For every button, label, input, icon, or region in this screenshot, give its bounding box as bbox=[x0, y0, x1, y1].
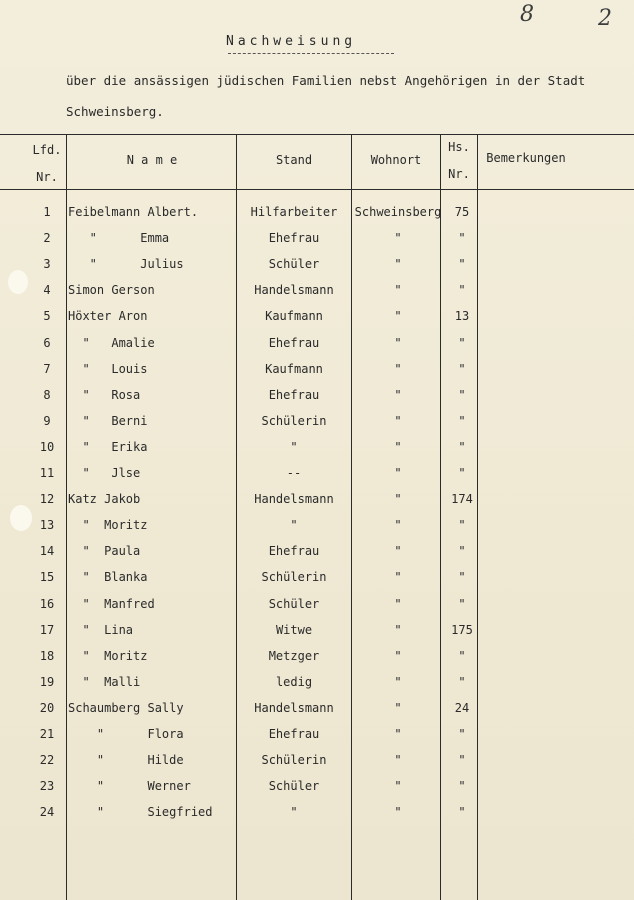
row-name: Feibelmann Albert. bbox=[68, 205, 199, 219]
row-name: Katz Jakob bbox=[68, 492, 141, 506]
row-name: " Hilde bbox=[68, 753, 184, 767]
row-number: 12 bbox=[39, 492, 55, 506]
row-wohnort: " bbox=[394, 623, 402, 637]
row-number: 20 bbox=[39, 701, 55, 715]
row-number: 21 bbox=[39, 727, 55, 741]
row-stand: Handelsmann bbox=[254, 701, 334, 715]
header-bottom-rule bbox=[0, 189, 634, 190]
row-wohnort: " bbox=[394, 649, 402, 663]
row-name: " Flora bbox=[68, 727, 184, 741]
row-name: " Siegfried bbox=[68, 805, 213, 819]
row-name: " Malli bbox=[68, 675, 141, 689]
document-title: Nachweisung bbox=[226, 34, 357, 49]
row-number: 16 bbox=[39, 597, 55, 611]
row-stand: Schülerin bbox=[261, 570, 327, 584]
row-stand: Kaufmann bbox=[265, 362, 323, 376]
row-wohnort: " bbox=[394, 570, 402, 584]
row-name: " Moritz bbox=[68, 649, 148, 663]
row-house-number: " bbox=[458, 440, 466, 454]
row-house-number: " bbox=[458, 805, 466, 819]
row-name: " Moritz bbox=[68, 518, 148, 532]
row-house-number: " bbox=[458, 753, 466, 767]
row-stand: Ehefrau bbox=[268, 544, 320, 558]
row-house-number: " bbox=[458, 727, 466, 741]
row-stand: Schülerin bbox=[261, 414, 327, 428]
row-number: 17 bbox=[39, 623, 55, 637]
sheet-number-pencil: 2 bbox=[598, 6, 612, 31]
row-name: " Jlse bbox=[68, 466, 141, 480]
row-house-number: " bbox=[458, 675, 466, 689]
row-number: 10 bbox=[39, 440, 55, 454]
page-number-pencil: 8 bbox=[520, 2, 534, 27]
row-house-number: " bbox=[458, 466, 466, 480]
row-house-number: " bbox=[458, 388, 466, 402]
row-wohnort: " bbox=[394, 414, 402, 428]
row-number: 18 bbox=[39, 649, 55, 663]
row-name: " Werner bbox=[68, 779, 191, 793]
row-number: 1 bbox=[43, 205, 51, 219]
header-lfd-line1: Lfd. bbox=[32, 143, 62, 157]
row-wohnort: " bbox=[394, 727, 402, 741]
row-wohnort: " bbox=[394, 440, 402, 454]
header-wohnort: Wohnort bbox=[370, 153, 422, 167]
row-wohnort: " bbox=[394, 283, 402, 297]
title-underline bbox=[228, 53, 394, 54]
row-house-number: " bbox=[458, 649, 466, 663]
row-name: " Manfred bbox=[68, 597, 155, 611]
row-number: 11 bbox=[39, 466, 55, 480]
row-number: 19 bbox=[39, 675, 55, 689]
row-wohnort: " bbox=[394, 231, 402, 245]
row-number: 14 bbox=[39, 544, 55, 558]
header-hs-line2: Nr. bbox=[448, 167, 470, 181]
row-house-number: " bbox=[458, 336, 466, 350]
row-house-number: " bbox=[458, 362, 466, 376]
row-house-number: " bbox=[458, 518, 466, 532]
row-wohnort: " bbox=[394, 388, 402, 402]
row-name: Simon Gerson bbox=[68, 283, 155, 297]
row-number: 24 bbox=[39, 805, 55, 819]
row-wohnort: Schweinsberg bbox=[354, 205, 442, 219]
row-stand: Ehefrau bbox=[268, 231, 320, 245]
row-name: " Rosa bbox=[68, 388, 141, 402]
row-house-number: " bbox=[458, 570, 466, 584]
row-wohnort: " bbox=[394, 309, 402, 323]
row-stand: " bbox=[290, 440, 298, 454]
row-house-number: " bbox=[458, 231, 466, 245]
header-bemerkungen: Bemerkungen bbox=[486, 151, 566, 165]
row-stand: Schüler bbox=[268, 597, 320, 611]
row-stand: " bbox=[290, 805, 298, 819]
row-wohnort: " bbox=[394, 597, 402, 611]
row-number: 9 bbox=[43, 414, 51, 428]
row-name: " Erika bbox=[68, 440, 148, 454]
row-number: 13 bbox=[39, 518, 55, 532]
row-wohnort: " bbox=[394, 492, 402, 506]
row-house-number: " bbox=[458, 544, 466, 558]
row-house-number: 13 bbox=[454, 309, 470, 323]
column-rule bbox=[351, 134, 352, 900]
row-stand: Handelsmann bbox=[254, 492, 334, 506]
row-wohnort: " bbox=[394, 466, 402, 480]
row-stand: Metzger bbox=[268, 649, 320, 663]
header-hs bbox=[441, 139, 477, 183]
row-stand: Ehefrau bbox=[268, 388, 320, 402]
row-name: Schaumberg Sally bbox=[68, 701, 184, 715]
header-name: N a m e bbox=[126, 153, 178, 167]
row-number: 5 bbox=[43, 309, 51, 323]
row-name: " Amalie bbox=[68, 336, 155, 350]
row-stand: Witwe bbox=[275, 623, 313, 637]
table-top-rule bbox=[0, 134, 634, 135]
row-wohnort: " bbox=[394, 518, 402, 532]
row-stand: Ehefrau bbox=[268, 336, 320, 350]
row-wohnort: " bbox=[394, 701, 402, 715]
row-number: 15 bbox=[39, 570, 55, 584]
row-wohnort: " bbox=[394, 753, 402, 767]
row-house-number: " bbox=[458, 779, 466, 793]
intro-line-1: über die ansässigen jüdischen Familien nebst Angehörigen in der Stadt bbox=[66, 73, 586, 88]
row-stand: " bbox=[290, 518, 298, 532]
header-stand: Stand bbox=[275, 153, 313, 167]
row-house-number: 24 bbox=[454, 701, 470, 715]
row-number: 23 bbox=[39, 779, 55, 793]
row-house-number: 75 bbox=[454, 205, 470, 219]
row-stand: Schüler bbox=[268, 779, 320, 793]
row-house-number: " bbox=[458, 414, 466, 428]
row-name: " Louis bbox=[68, 362, 148, 376]
row-house-number: 175 bbox=[451, 623, 473, 637]
header-lfd-line2: Nr. bbox=[36, 170, 58, 184]
row-house-number: 174 bbox=[451, 492, 473, 506]
row-wohnort: " bbox=[394, 336, 402, 350]
row-number: 8 bbox=[43, 388, 51, 402]
row-name: " Lina bbox=[68, 623, 134, 637]
column-rule bbox=[66, 134, 67, 900]
row-number: 7 bbox=[43, 362, 51, 376]
row-wohnort: " bbox=[394, 805, 402, 819]
row-house-number: " bbox=[458, 597, 466, 611]
row-stand: Hilfarbeiter bbox=[250, 205, 338, 219]
row-name: Höxter Aron bbox=[68, 309, 148, 323]
row-name: " Emma bbox=[68, 231, 170, 245]
row-number: 4 bbox=[43, 283, 51, 297]
row-stand: Ehefrau bbox=[268, 727, 320, 741]
row-number: 2 bbox=[43, 231, 51, 245]
row-number: 22 bbox=[39, 753, 55, 767]
row-stand: Kaufmann bbox=[265, 309, 323, 323]
row-house-number: " bbox=[458, 257, 466, 271]
row-name: " Paula bbox=[68, 544, 141, 558]
header-lfd bbox=[28, 142, 66, 186]
row-wohnort: " bbox=[394, 544, 402, 558]
row-stand: -- bbox=[286, 466, 302, 480]
row-stand: Schülerin bbox=[261, 753, 327, 767]
header-hs-line1: Hs. bbox=[448, 140, 470, 154]
row-stand: Schüler bbox=[268, 257, 320, 271]
row-name: " Berni bbox=[68, 414, 148, 428]
row-wohnort: " bbox=[394, 362, 402, 376]
column-rule bbox=[236, 134, 237, 900]
row-stand: ledig bbox=[275, 675, 313, 689]
row-number: 6 bbox=[43, 336, 51, 350]
row-stand: Handelsmann bbox=[254, 283, 334, 297]
row-number: 3 bbox=[43, 257, 51, 271]
row-name: " Blanka bbox=[68, 570, 148, 584]
row-wohnort: " bbox=[394, 257, 402, 271]
row-wohnort: " bbox=[394, 675, 402, 689]
row-wohnort: " bbox=[394, 779, 402, 793]
intro-line-2: Schweinsberg. bbox=[66, 104, 164, 119]
row-name: " Julius bbox=[68, 257, 184, 271]
row-house-number: " bbox=[458, 283, 466, 297]
paper-stain bbox=[10, 505, 32, 531]
paper-stain bbox=[8, 270, 28, 294]
